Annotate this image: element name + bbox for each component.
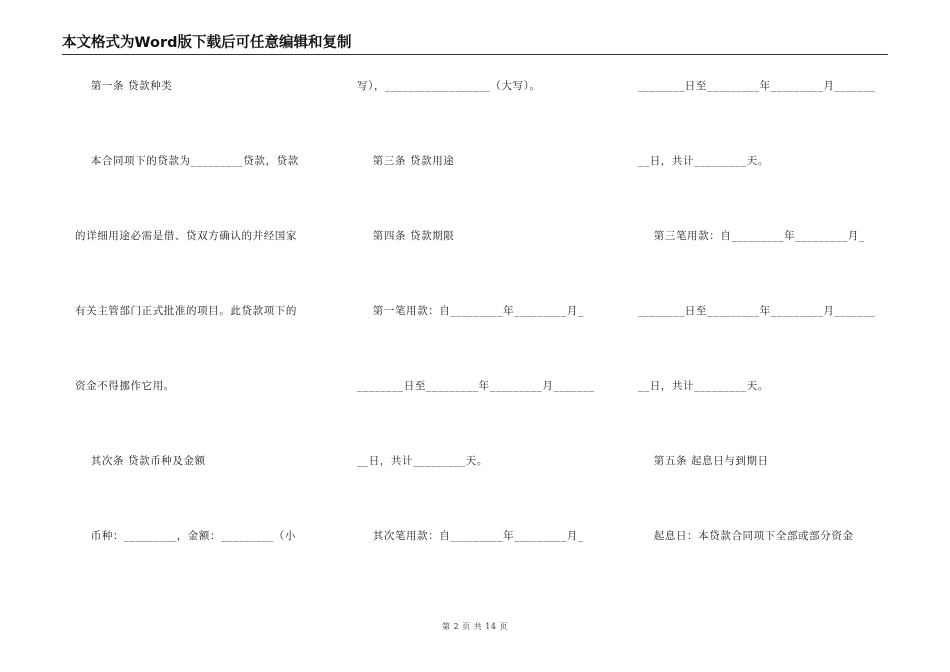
text-line: 第四条 贷款期限	[357, 230, 455, 242]
text-line: 第一笔用款：自_________年_________月_	[357, 305, 584, 317]
page-number: 第 2 页 共 14 页	[442, 622, 508, 631]
text-line: 第三条 贷款用途	[357, 155, 455, 167]
text-line: 第三笔用款：自_________年_________月_	[638, 230, 865, 242]
text-line: 资金不得挪作它用。	[75, 380, 175, 392]
text-line: ________日至_________年_________月_______	[638, 80, 876, 92]
text-column-1	[75, 0, 325, 600]
text-line: ________日至_________年_________月_______	[638, 305, 876, 317]
text-line: 有关主管部门正式批准的项目。此贷款项下的	[75, 305, 297, 317]
text-line: ________日至_________年_________月_______	[357, 380, 595, 392]
text-line: 写），__________________（大写）。	[357, 80, 541, 92]
text-line: __日，共计_________天。	[357, 455, 488, 467]
text-line: __日，共计_________天。	[638, 155, 769, 167]
text-column-3	[638, 0, 888, 600]
text-line: 本合同项下的贷款为_________贷款，贷款	[75, 155, 299, 167]
text-line: 其次条 贷款币种及金额	[75, 455, 206, 467]
text-line: 的详细用途必需是借、贷双方确认的并经国家	[75, 230, 297, 242]
text-line: 其次笔用款：自_________年_________月_	[357, 530, 584, 542]
text-column-2	[357, 0, 607, 600]
text-line: 第一条 贷款种类	[75, 80, 173, 92]
text-line: 币种：_________，金额：_________（小	[75, 530, 296, 542]
text-line: __日，共计_________天。	[638, 380, 769, 392]
text-line: 起息日：本贷款合同项下全部或部分资金	[638, 530, 854, 542]
header-title: 本文格式为Word版下载后可任意编辑和复制	[62, 35, 352, 51]
text-line: 第五条 起息日与到期日	[638, 455, 769, 467]
